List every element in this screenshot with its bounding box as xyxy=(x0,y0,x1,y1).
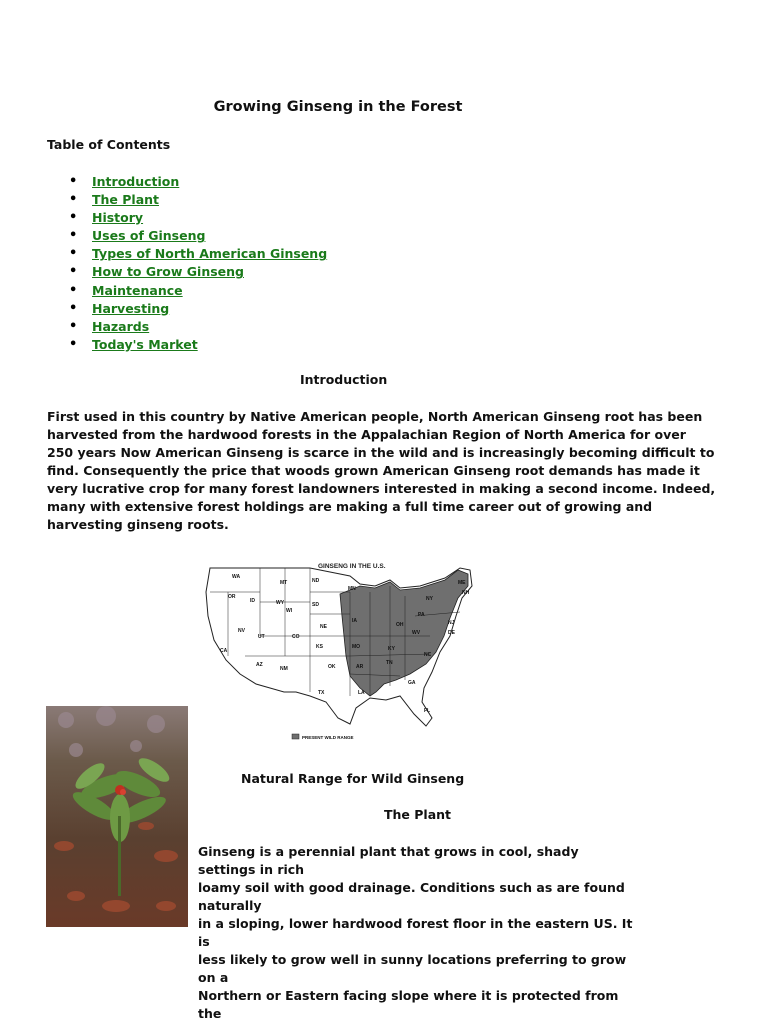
state-label: DE xyxy=(448,630,455,636)
state-label: ND xyxy=(312,578,320,584)
toc-item xyxy=(47,318,327,336)
text-line: Ginseng is a perennial plant that grows in cool, shady settings in rich xyxy=(198,844,579,877)
state-label: MO xyxy=(352,644,361,650)
toc-item xyxy=(47,209,327,227)
intro-heading: Introduction xyxy=(300,372,388,387)
toc-link-uses[interactable]: Uses of Ginseng xyxy=(92,228,206,244)
state-label: NC xyxy=(424,652,432,658)
text-line: harvesting ginseng roots. xyxy=(47,517,229,532)
toc-item xyxy=(47,191,327,209)
plant-paragraph-viewport xyxy=(198,843,638,1021)
state-label: MT xyxy=(280,580,288,586)
state-label: OK xyxy=(328,664,336,670)
state-label: WI xyxy=(286,608,293,614)
state-label: LA xyxy=(358,690,365,696)
map-title: GINSENG IN THE U.S. xyxy=(318,563,386,570)
state-label: KS xyxy=(316,644,323,650)
ginseng-plant-photo xyxy=(46,706,188,927)
toc-link-maintenance[interactable]: Maintenance xyxy=(92,282,183,298)
map-caption: Natural Range for Wild Ginseng xyxy=(241,771,465,786)
state-label: WV xyxy=(412,630,421,636)
toc-item xyxy=(47,173,327,191)
state-label: TX xyxy=(318,690,325,696)
state-label: NE xyxy=(320,624,327,630)
state-label: GA xyxy=(408,680,416,686)
toc-link-types[interactable]: Types of North American Ginseng xyxy=(92,246,328,262)
toc-link-todays-market[interactable]: Today's Market xyxy=(92,336,198,352)
ginseng-range-map xyxy=(200,556,480,746)
state-label: OH xyxy=(396,622,404,628)
text-line: find. Consequently the price that woods grown American Ginseng root demands has made it xyxy=(47,463,700,478)
plant-heading: The Plant xyxy=(384,807,452,822)
toc-item xyxy=(47,245,327,263)
text-line: 250 years Now American Ginseng is scarce in the wild and is increasingly becoming difficult to xyxy=(47,445,715,460)
text-line: Northern or Eastern facing slope where it is protected from the xyxy=(198,988,619,1021)
state-label: ID xyxy=(250,598,255,604)
toc-item xyxy=(47,336,327,354)
toc-link-history[interactable]: History xyxy=(92,210,144,226)
toc-link-how-to-grow[interactable]: How to Grow Ginseng xyxy=(92,264,244,280)
toc-link-introduction[interactable]: Introduction xyxy=(92,174,180,189)
state-label: CO xyxy=(292,634,300,640)
text-line: many with extensive forest holdings are making a full time career out of growing and xyxy=(47,499,653,514)
toc-link-harvesting[interactable]: Harvesting xyxy=(92,300,170,316)
toc-item xyxy=(47,300,327,318)
state-label: NV xyxy=(238,628,245,634)
state-label: AR xyxy=(356,664,364,670)
toc-item xyxy=(47,227,327,245)
state-label: WA xyxy=(232,574,241,580)
table-of-contents xyxy=(47,173,327,354)
map-legend: PRESENT WILD RANGE xyxy=(302,735,354,740)
page-title: Growing Ginseng in the Forest xyxy=(213,99,463,115)
state-label: TN xyxy=(386,660,393,666)
state-label: NH xyxy=(462,590,470,596)
toc-link-the-plant[interactable]: The Plant xyxy=(92,192,160,208)
state-label: UT xyxy=(258,634,265,640)
state-label: OR xyxy=(228,594,236,600)
intro-paragraph xyxy=(47,408,715,534)
toc-heading: Table of Contents xyxy=(47,137,171,152)
toc-item xyxy=(47,282,327,300)
state-label: SD xyxy=(312,602,319,608)
state-label: AZ xyxy=(256,662,263,668)
text-line: First used in this country by Native American people, North American Ginseng root has been xyxy=(47,409,703,424)
state-label: ME xyxy=(458,580,466,586)
state-label: MN xyxy=(348,586,356,592)
toc-link-hazards[interactable]: Hazards xyxy=(92,318,150,334)
plant-paragraph xyxy=(198,843,638,1023)
text-line: very lucrative crop for many forest landowners interested in making a second income. Indeed, xyxy=(47,481,716,496)
state-label: WY xyxy=(276,600,285,606)
state-label: FL xyxy=(424,708,431,714)
text-line: loamy soil with good drainage. Conditions such as are found naturally xyxy=(198,880,625,913)
state-label: NY xyxy=(426,596,433,602)
text-line: in a sloping, lower hardwood forest floor in the eastern US. It is xyxy=(198,916,633,949)
legend-swatch xyxy=(292,734,299,739)
state-label: KY xyxy=(388,646,395,652)
state-label: NJ xyxy=(448,620,455,626)
state-label: IA xyxy=(352,618,357,624)
text-line: harvested from the hardwood forests in the Appalachian Region of North America for over xyxy=(47,427,686,442)
toc-item xyxy=(47,263,327,281)
text-line: less likely to grow well in sunny locations preferring to grow on a xyxy=(198,952,627,985)
state-label: PA xyxy=(418,612,425,618)
state-label: CA xyxy=(220,648,228,654)
state-label: NM xyxy=(280,666,288,672)
